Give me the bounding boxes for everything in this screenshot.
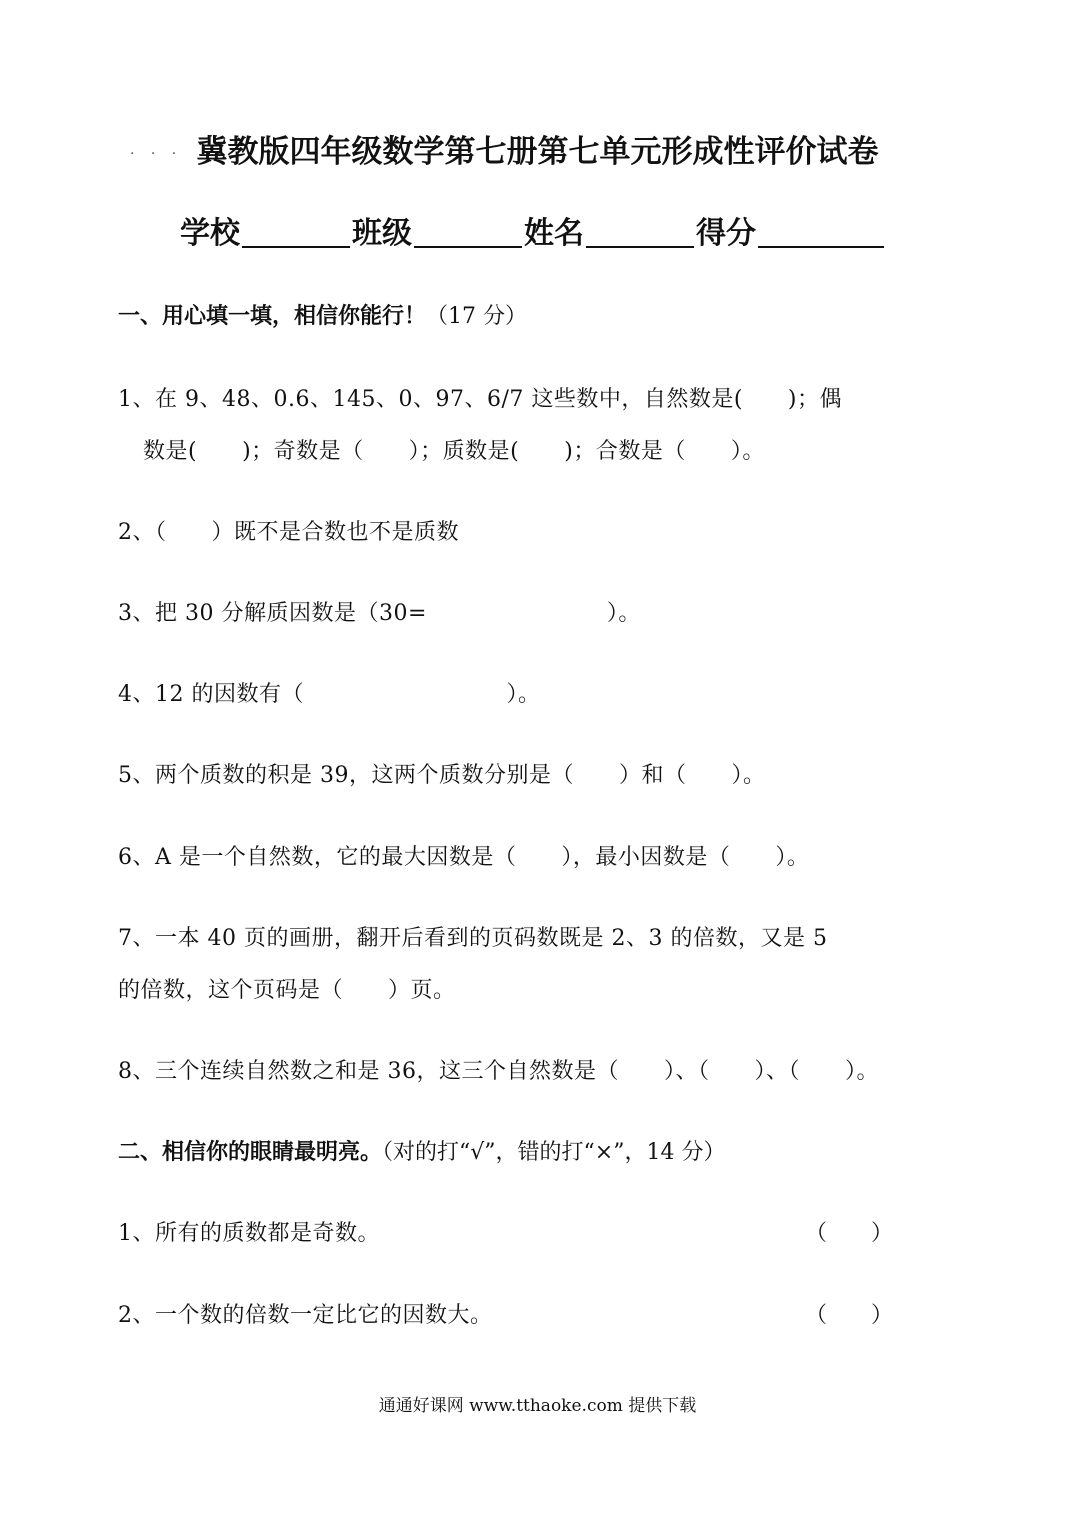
class-label: 班级 — [352, 216, 412, 251]
section-2-title: 二、相信你的眼睛最明亮。 — [118, 1139, 383, 1165]
judge-question-1: 1、所有的质数都是奇数。 — [118, 1221, 380, 1246]
question-5: 5、两个质数的积是 39，这两个质数分别是（ ）和（ ）。 — [118, 763, 766, 788]
question-2: 2、（ ）既不是合数也不是质数 — [118, 520, 459, 545]
judge-answer-1[interactable]: （ ） — [805, 1221, 894, 1246]
school-blank[interactable] — [242, 216, 350, 248]
decorative-dots: . . . — [130, 142, 183, 158]
question-4: 4、12 的因数有（ ）。 — [118, 682, 541, 707]
name-blank[interactable] — [586, 216, 694, 248]
question-1-line-1: 1、在 9、48、0.6、145、0、97、6/7 这些数中，自然数是( )；偶 — [118, 387, 843, 412]
section-1-heading — [118, 299, 527, 330]
section-1-points: （17 分） — [426, 304, 528, 329]
question-6: 6、A 是一个自然数，它的最大因数是（ ），最小因数是（ ）。 — [118, 845, 810, 870]
section-2-heading — [118, 1135, 725, 1166]
score-label: 得分 — [696, 216, 756, 251]
class-blank[interactable] — [414, 216, 522, 248]
name-label: 姓名 — [524, 216, 584, 251]
question-1-line-2: 数是( )；奇数是（ ）；质数是( )；合数是（ ）。 — [143, 439, 765, 464]
question-7-line-1: 7、一本 40 页的画册，翻开后看到的页码数既是 2、3 的倍数，又是 5 — [118, 926, 828, 951]
score-blank[interactable] — [758, 216, 884, 248]
question-3: 3、把 30 分解质因数是（30= ）。 — [118, 601, 641, 626]
section-1-title: 一、用心填一填，相信你能行！ — [118, 303, 427, 329]
judge-question-2: 2、一个数的倍数一定比它的因数大。 — [118, 1303, 493, 1328]
footer-credit: 通通好课网 www.tthaoke.com 提供下载 — [378, 1396, 697, 1416]
question-8: 8、三个连续自然数之和是 36，这三个自然数是（ ）、（ ）、（ ）。 — [118, 1059, 879, 1084]
student-info-row — [180, 208, 886, 252]
judge-answer-2[interactable]: （ ） — [805, 1303, 894, 1328]
worksheet-title: 冀教版四年级数学第七册第七单元形成性评价试卷 — [196, 134, 879, 170]
question-7-line-2: 的倍数，这个页码是（ ）页。 — [118, 978, 456, 1003]
section-2-points: （对的打“√”，错的打“×”，14 分） — [382, 1140, 726, 1165]
school-label: 学校 — [180, 216, 240, 251]
